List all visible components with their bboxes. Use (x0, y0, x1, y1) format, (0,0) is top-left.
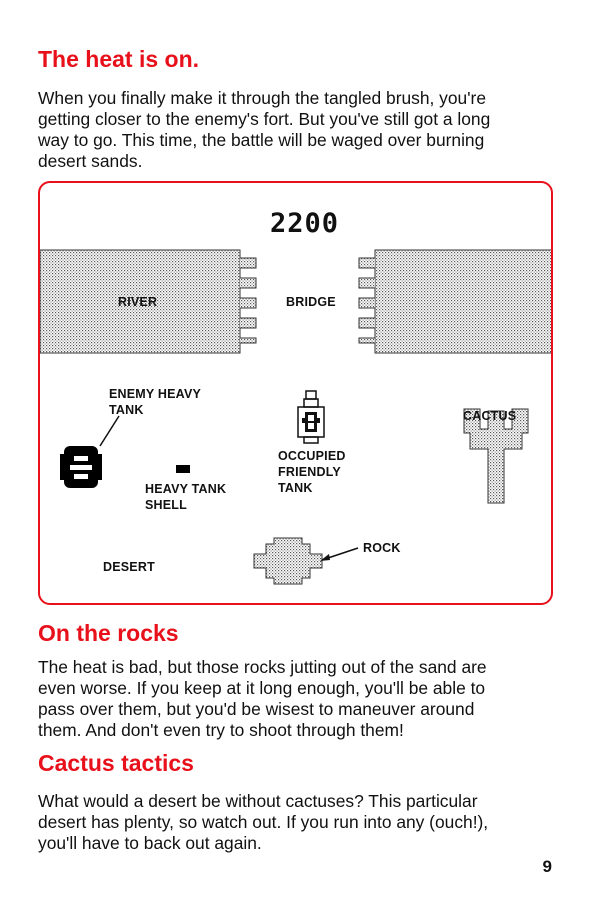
pointer-line-enemy (100, 416, 119, 446)
rock-label: ROCK (363, 541, 401, 555)
enemy-heavy-tank-label-line2: TANK (109, 403, 144, 417)
paragraph-heat (38, 88, 558, 172)
paragraph-line: desert sands. (38, 151, 143, 171)
paragraph-line: getting closer to the enemy's fort. But you've still got a long (38, 109, 491, 129)
rock-icon (254, 538, 322, 584)
friendly-tank-icon (298, 391, 324, 443)
paragraph-line: pass over them, but you'd be wisest to maneuver around (38, 699, 475, 719)
game-screen-figure (38, 181, 553, 605)
score-display: 2200 (270, 208, 340, 239)
paragraph-line: you'll have to back out again. (38, 833, 262, 853)
friendly-tank-label-line1: OCCUPIED (278, 449, 346, 463)
section-title-rocks: On the rocks (38, 620, 179, 646)
heavy-tank-shell-label-line2: SHELL (145, 498, 187, 512)
section-title-cactus: Cactus tactics (38, 750, 194, 776)
cactus-label: CACTUS (463, 409, 517, 423)
paragraph-cactus (38, 791, 558, 854)
paragraph-line: When you finally make it through the tangled brush, you're (38, 88, 487, 108)
paragraph-line: them. And don't even try to shoot through them! (38, 720, 404, 740)
friendly-tank-label-line3: TANK (278, 481, 313, 495)
enemy-heavy-tank-label-line1: ENEMY HEAVY (109, 387, 202, 401)
river-label: RIVER (118, 295, 158, 309)
paragraph-line: even worse. If you keep at it long enough, you'll be able to (38, 678, 486, 698)
paragraph-line: The heat is bad, but those rocks jutting out of the sand are (38, 657, 487, 677)
paragraph-line: desert has plenty, so watch out. If you run into any (ouch!), (38, 812, 489, 832)
section-title-heat: The heat is on. (38, 46, 200, 72)
heavy-tank-shell-icon (176, 465, 190, 473)
bridge-label: BRIDGE (286, 295, 336, 309)
page-number: 9 (542, 857, 552, 876)
paragraph-line: way to go. This time, the battle will be waged over burning (38, 130, 485, 150)
paragraph-line: What would a desert be without cactuses? This particular (38, 791, 478, 811)
desert-label: DESERT (103, 560, 155, 574)
enemy-heavy-tank-icon (60, 446, 102, 488)
river-right (359, 250, 553, 353)
paragraph-rocks (38, 657, 558, 741)
friendly-tank-label-line2: FRIENDLY (278, 465, 341, 479)
heavy-tank-shell-label-line1: HEAVY TANK (145, 482, 227, 496)
